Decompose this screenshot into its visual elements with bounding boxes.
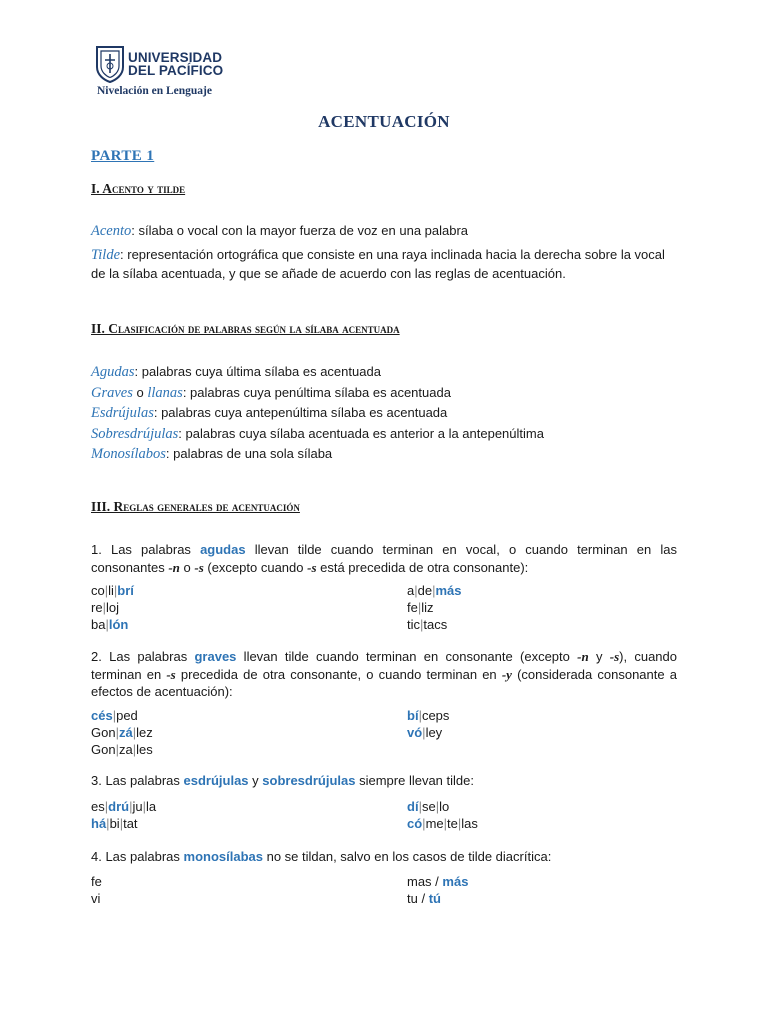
syllable-separator: |	[129, 799, 133, 814]
syllable-separator: |	[432, 583, 436, 598]
syllable-separator: |	[104, 583, 109, 598]
rule-1-text	[91, 541, 681, 576]
accented-syllable: drú	[108, 799, 130, 814]
classification-item-graves	[91, 383, 677, 404]
syllable: liz	[421, 600, 434, 615]
university-logo	[94, 45, 234, 85]
syllable: tu /	[407, 891, 429, 906]
syllable: Gon	[91, 742, 116, 757]
syllable: me	[425, 816, 444, 831]
example-word	[91, 599, 134, 616]
accented-syllable: dí	[407, 799, 419, 814]
definition-acento	[91, 222, 677, 241]
syllable-separator: |	[418, 708, 422, 723]
logo-line-1: UNIVERSIDAD	[128, 50, 223, 65]
syllable-separator: |	[119, 816, 124, 831]
syllable-separator: |	[420, 617, 424, 632]
syllable: les	[136, 742, 153, 757]
rule-text: 4. Las palabras	[91, 849, 184, 864]
rule-text: siempre llevan tilde:	[355, 773, 474, 788]
rule-text: llevan tilde cuando terminan en vocal, o cuando terminan en las consonantes	[91, 542, 681, 575]
classification-text: : palabras cuya sílaba acentuada es anterior a la antepenúltima	[178, 425, 544, 441]
ending-s: -s	[307, 559, 317, 575]
keyword-sobresdrujulas: sobresdrújulas	[262, 773, 356, 788]
term-llanas: llanas	[147, 384, 183, 401]
rule-text: (excepto cuando	[203, 559, 308, 575]
part-heading: PARTE 1	[91, 148, 155, 164]
syllable: tat	[123, 816, 138, 831]
examples-esdrujulas-left	[91, 798, 156, 832]
syllable-separator: |	[142, 799, 146, 814]
keyword-esdrujulas: esdrújulas	[183, 773, 249, 788]
university-seal-icon	[94, 45, 126, 83]
term-agudas: Agudas	[91, 364, 135, 380]
syllable-separator: |	[414, 583, 418, 598]
rule-3-text	[91, 772, 677, 790]
example-word	[407, 890, 468, 907]
classification-item-monosilabos	[91, 444, 677, 465]
classification-text: : palabras cuya última sílaba es acentuada	[134, 364, 381, 379]
example-word	[91, 741, 153, 758]
term-tilde: Tilde	[91, 247, 121, 263]
example-word	[407, 616, 462, 633]
ending-n: -n	[577, 649, 589, 664]
examples-graves-left	[91, 707, 153, 758]
syllable-separator: |	[435, 799, 440, 814]
page-title: ACENTUACIÓN	[318, 112, 450, 131]
syllable: lo	[439, 799, 450, 814]
syllable: ped	[116, 708, 138, 723]
accented-syllable: brí	[117, 583, 134, 598]
example-word	[91, 815, 156, 832]
syllable-separator: |	[422, 725, 426, 740]
term-sobresdrujulas: Sobresdrújulas	[91, 425, 179, 442]
rule-text: y	[588, 649, 610, 664]
connector-text: o	[132, 384, 148, 400]
syllable-separator: |	[457, 816, 462, 831]
syllable-separator: |	[422, 816, 426, 831]
ending-s: -s	[609, 649, 620, 664]
example-word	[91, 724, 153, 741]
syllable: ba	[91, 617, 106, 632]
ending-s: -s	[166, 666, 176, 682]
definition-tilde	[91, 246, 677, 282]
ending-s: -s	[194, 559, 204, 575]
ending-y: -y	[501, 666, 512, 682]
syllable-separator: |	[106, 816, 110, 831]
syllable: vi	[91, 891, 101, 906]
syllable-separator: |	[115, 742, 119, 757]
example-word	[407, 599, 462, 616]
rule-text: 2. Las palabras	[91, 649, 195, 664]
syllable: li	[108, 583, 114, 598]
syllable: ceps	[421, 708, 450, 723]
classification-list	[91, 362, 677, 465]
definition-acento-text: : sílaba o vocal con la mayor fuerza de voz en una palabra	[131, 223, 469, 238]
rule-4-text	[91, 848, 677, 866]
syllable-separator: |	[105, 617, 109, 632]
examples-agudas-right	[407, 582, 462, 633]
accented-syllable: más	[435, 583, 462, 598]
example-word	[91, 890, 102, 907]
logo-line-2: DEL PACÍFICO	[128, 63, 224, 78]
rule-text: 1. Las palabras	[91, 542, 201, 557]
syllable: re	[91, 600, 103, 615]
rule-text: no se tildan, salvo en los casos de tilde diacrítica:	[262, 849, 552, 864]
example-word	[407, 815, 478, 832]
syllable: mas /	[407, 874, 443, 889]
syllable-separator: |	[132, 742, 137, 757]
examples-graves-right	[407, 707, 449, 741]
syllable: co	[91, 583, 105, 598]
rule-text: ), cuando terminan en	[91, 649, 681, 682]
syllable: tacs	[423, 617, 448, 632]
syllable-separator: |	[112, 708, 117, 723]
examples-agudas-left	[91, 582, 134, 633]
syllable-separator: |	[102, 600, 106, 615]
classification-text: : palabras cuya penúltima sílaba es acentuada	[182, 384, 451, 400]
definition-tilde-text: : representación ortográfica que consiste en una raya inclinada hacia la derecha sobre la vocal de la sílaba acentuada, y que se añade de acuerdo con las reglas de acentuación.	[91, 247, 665, 281]
syllable: es	[91, 799, 105, 814]
syllable: lez	[136, 725, 153, 740]
syllable: ju	[132, 799, 143, 814]
syllable: Gon	[91, 725, 116, 740]
syllable: la	[145, 799, 157, 814]
term-monosilabos: Monosílabos	[91, 446, 166, 462]
section-2-heading: II. Clasificación de palabras según la sílaba acentuada	[91, 321, 400, 336]
syllable: tic	[407, 617, 420, 632]
rule-text: y	[248, 773, 263, 788]
syllable: za	[118, 742, 133, 757]
example-word	[91, 707, 153, 724]
syllable-separator: |	[113, 583, 118, 598]
syllable-separator: |	[104, 799, 109, 814]
classification-item-agudas	[91, 362, 677, 383]
syllable: bi	[109, 816, 120, 831]
rule-text: o	[179, 559, 195, 575]
example-word	[407, 582, 462, 599]
syllable: las	[461, 816, 478, 831]
example-word	[407, 707, 449, 724]
accented-syllable: cés	[91, 708, 113, 723]
section-3-heading: III. Reglas generales de acentuación	[91, 499, 300, 514]
rule-text: (considerada consonante a efectos de acentuación):	[91, 666, 681, 699]
syllable: loj	[105, 600, 119, 615]
accented-syllable: lón	[108, 617, 129, 632]
examples-monosilabas-right	[407, 873, 468, 907]
examples-monosilabas-left	[91, 873, 102, 907]
syllable: ley	[425, 725, 443, 740]
ending-n: -n	[168, 559, 180, 575]
examples-esdrujulas-right	[407, 798, 478, 832]
rule-text: 3. Las palabras	[91, 773, 184, 788]
course-subtitle: Nivelación en Lenguaje	[97, 85, 212, 97]
keyword-monosilabas: monosílabas	[183, 849, 263, 864]
keyword-agudas: agudas	[200, 542, 246, 557]
rule-text: está precedida de otra consonante):	[316, 559, 529, 575]
syllable-separator: |	[132, 725, 137, 740]
classification-text: : palabras de una sola sílaba	[165, 446, 333, 461]
classification-text: : palabras cuya antepenúltima sílaba es acentuada	[153, 405, 448, 420]
example-word	[91, 616, 134, 633]
accented-syllable: zá	[118, 725, 133, 740]
term-graves: Graves	[91, 384, 133, 401]
example-word	[91, 798, 156, 815]
classification-item-esdrujulas	[91, 403, 677, 424]
syllable: fe	[407, 600, 418, 615]
example-word	[407, 724, 449, 741]
example-word	[91, 582, 134, 599]
syllable: se	[421, 799, 436, 814]
section-1-heading: I. Acento y tilde	[91, 181, 186, 196]
accented-syllable: bí	[407, 708, 419, 723]
accented-syllable: tú	[428, 891, 441, 906]
example-word	[91, 873, 102, 890]
syllable: te	[447, 816, 458, 831]
syllable-separator: |	[417, 600, 422, 615]
term-acento: Acento	[91, 223, 132, 239]
syllable-separator: |	[115, 725, 119, 740]
keyword-graves: graves	[194, 649, 237, 664]
accented-syllable: vó	[407, 725, 423, 740]
accented-syllable: há	[91, 816, 107, 831]
example-word	[407, 873, 468, 890]
term-esdrujulas: Esdrújulas	[91, 405, 154, 421]
syllable: a	[407, 583, 415, 598]
syllable-separator: |	[418, 799, 422, 814]
syllable: de	[417, 583, 433, 598]
accented-syllable: más	[442, 874, 469, 889]
syllable: fe	[91, 874, 102, 889]
example-word	[407, 798, 478, 815]
classification-item-sobresdrujulas	[91, 424, 677, 445]
rule-2-text	[91, 648, 681, 701]
rule-text: llevan tilde cuando terminan en consonante (excepto	[236, 649, 578, 664]
accented-syllable: có	[407, 816, 423, 831]
syllable-separator: |	[443, 816, 448, 831]
rule-text: precedida de otra consonante, o cuando terminan en	[175, 666, 502, 682]
